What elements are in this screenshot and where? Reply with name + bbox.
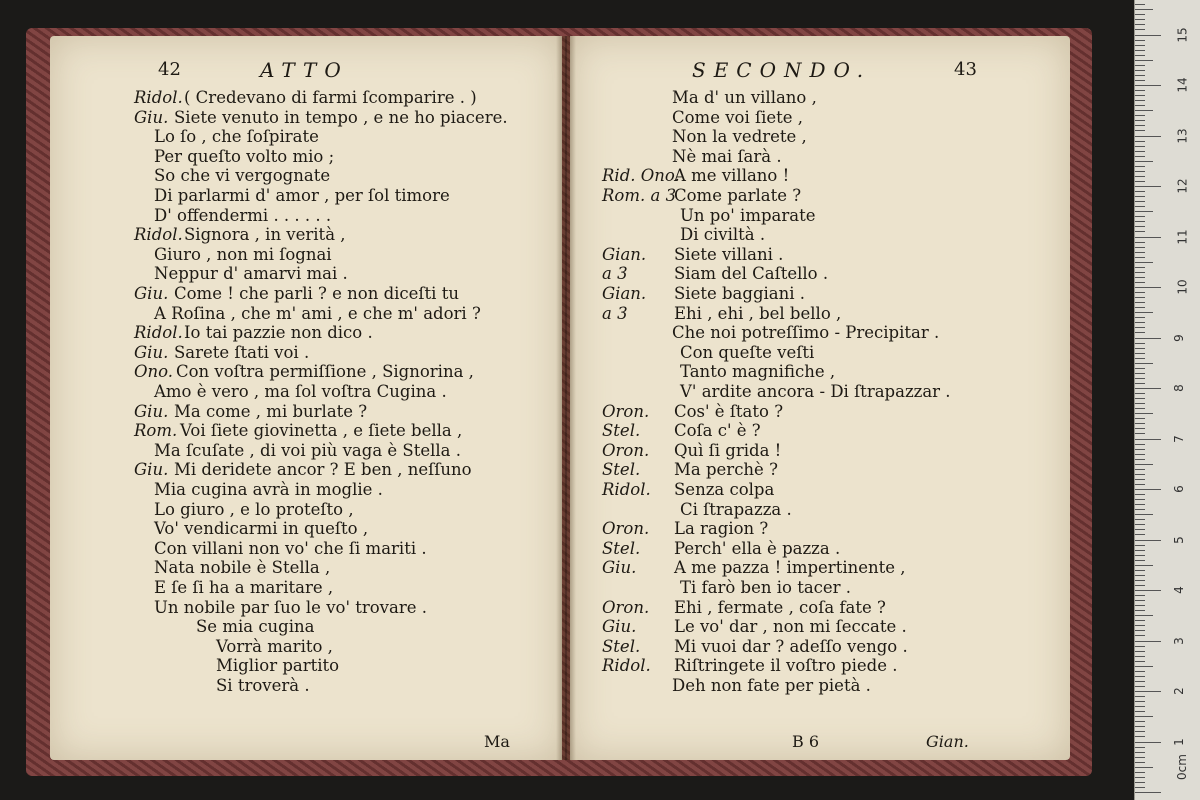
verse-text: Nè mai ſarà . (672, 146, 782, 166)
verse-text: Mi vuoi dar ? adeſſo vengo . (674, 636, 908, 656)
ruler-tick (1135, 570, 1145, 571)
speaker-label: Gian. (602, 284, 647, 303)
ruler-tick (1135, 312, 1153, 313)
verse-text: Io tai pazzie non dico . (184, 323, 373, 343)
ruler-tick (1135, 731, 1145, 732)
measuring-ruler (1134, 0, 1200, 800)
ruler-tick (1135, 181, 1145, 182)
right-page (570, 36, 1070, 760)
ruler-tick (1135, 716, 1153, 717)
verse-text: Con voſtra permiſſione , Signorina , (176, 362, 474, 382)
verse-text: Come voi ſiete , (672, 107, 804, 127)
ruler-tick (1135, 358, 1145, 359)
ruler-tick (1135, 489, 1161, 490)
ruler-tick (1135, 514, 1153, 515)
ruler-tick (1135, 524, 1145, 525)
ruler-tick (1135, 656, 1145, 657)
ruler-tick (1135, 353, 1145, 354)
ruler-number: 6 (1171, 485, 1186, 493)
ruler-tick (1135, 373, 1145, 374)
speaker-label: Stel. (602, 460, 641, 480)
speaker-label: a 3 (602, 303, 628, 323)
verse-text: Voi ſiete giovinetta , e ſiete bella , (180, 421, 463, 441)
speaker-label: Ridol. (134, 88, 183, 107)
ruler-tick (1135, 706, 1145, 707)
ruler-tick (1135, 423, 1145, 424)
verse-text: Sarete ſtati voi . (174, 342, 310, 362)
verse-text: La ragion ? (674, 519, 769, 539)
ruler-tick (1135, 504, 1145, 505)
ruler-tick (1135, 242, 1145, 243)
speaker-label: Giu. (602, 558, 637, 578)
ruler-tick (1135, 272, 1145, 273)
ruler-tick (1135, 742, 1161, 743)
verse-text: Siete baggiani . (674, 284, 806, 303)
ruler-tick (1135, 469, 1145, 470)
ruler-tick (1135, 454, 1145, 455)
ruler-tick (1135, 595, 1145, 596)
ruler-tick (1135, 45, 1145, 46)
speaker-label: Ridol. (602, 656, 651, 676)
verse-text: Con villani non vo' che ſi mariti . (154, 538, 427, 558)
speaker-label: Ridol. (602, 480, 651, 499)
ruler-tick (1135, 641, 1161, 642)
ruler-tick (1135, 282, 1145, 283)
verse-text: Le vo' dar , non mi ſeccate . (674, 617, 907, 637)
verse-text: Siete villani . (674, 244, 784, 264)
verse-text: Ma perchè ? (674, 460, 778, 480)
speaker-label: Giu. (602, 617, 637, 637)
left-page (50, 36, 562, 760)
ruler-tick (1135, 332, 1145, 333)
verse-text: V' ardite ancora - Di ſtrapazzar . (680, 382, 951, 401)
speaker-label: Ridol. (134, 225, 183, 245)
ruler-tick (1135, 252, 1145, 253)
ruler-tick (1135, 247, 1145, 248)
ruler-tick (1135, 378, 1145, 379)
ruler-tick (1135, 368, 1145, 369)
ruler-tick (1135, 237, 1161, 238)
ruler-tick (1135, 211, 1153, 212)
speaker-label: Stel. (602, 421, 641, 441)
ruler-tick (1135, 80, 1145, 81)
ruler-tick (1135, 317, 1145, 318)
ruler-tick (1135, 393, 1145, 394)
ruler-tick (1135, 191, 1145, 192)
ruler-tick (1135, 262, 1153, 263)
ruler-tick (1135, 176, 1145, 177)
ruler-tick (1135, 676, 1145, 677)
ruler-tick (1135, 60, 1153, 61)
ruler-tick (1135, 575, 1145, 576)
ruler-tick (1135, 196, 1145, 197)
ruler-tick (1135, 747, 1145, 748)
ruler-tick (1135, 459, 1145, 460)
left-running-title: ATTO (260, 58, 349, 82)
verse-text: A me villano ! (674, 166, 790, 186)
ruler-tick (1135, 474, 1145, 475)
ruler-tick (1135, 297, 1145, 298)
ruler-number: 14 (1175, 77, 1190, 93)
ruler-tick (1135, 635, 1145, 636)
verse-text: Ma ſcuſate , di voi più vaga è Stella . (154, 440, 461, 460)
ruler-tick (1135, 327, 1145, 328)
ruler-tick (1135, 408, 1145, 409)
verse-text: Vo' vendicarmi in queſto , (154, 519, 369, 539)
ruler-tick (1135, 565, 1153, 566)
ruler-tick (1135, 19, 1145, 20)
ruler-tick (1135, 726, 1145, 727)
right-catchword: Gian. (926, 732, 969, 751)
ruler-tick (1135, 418, 1145, 419)
ruler-tick (1135, 605, 1145, 606)
ruler-tick (1135, 100, 1145, 101)
ruler-tick (1135, 115, 1145, 116)
ruler-tick (1135, 600, 1145, 601)
ruler-tick (1135, 292, 1145, 293)
ruler-number: 12 (1175, 178, 1190, 194)
ruler-tick (1135, 398, 1145, 399)
ruler-tick (1135, 65, 1145, 66)
verse-text: E ſe ſi ha a maritare , (154, 578, 334, 597)
verse-text: So che vi vergognate (154, 166, 331, 186)
verse-text: Ti farò ben io tacer . (680, 578, 852, 597)
ruler-tick (1135, 545, 1145, 546)
ruler-tick (1135, 444, 1145, 445)
ruler-tick (1135, 95, 1145, 96)
ruler-tick (1135, 257, 1145, 258)
ruler-tick (1135, 620, 1145, 621)
speaker-label: a 3 (602, 264, 628, 284)
right-running-title: SECONDO. (692, 58, 872, 82)
book-gutter (556, 36, 576, 760)
ruler-tick (1135, 90, 1145, 91)
ruler-number: 1 (1171, 737, 1186, 746)
ruler-tick (1135, 383, 1145, 384)
verse-text: Un po' imparate (680, 205, 816, 225)
speaker-label: Oron. (602, 597, 650, 617)
ruler-tick (1135, 701, 1145, 702)
ruler-tick (1135, 671, 1145, 672)
speaker-label: Giu. (134, 401, 169, 421)
ruler-tick (1135, 348, 1145, 349)
ruler-tick (1135, 267, 1145, 268)
verse-text: Riſtringete il voſtro piede . (674, 656, 898, 676)
speaker-label: Oron. (602, 401, 650, 421)
ruler-number: 7 (1171, 434, 1186, 443)
verse-text: Cos' è ſtato ? (674, 401, 784, 421)
speaker-label: Ono. (134, 362, 174, 382)
ruler-tick (1135, 156, 1145, 157)
ruler-tick (1135, 590, 1161, 591)
ruler-number: 13 (1175, 127, 1190, 144)
speaker-label: Rom. a 3 (602, 186, 677, 205)
ruler-tick (1135, 75, 1145, 76)
ruler-unit-label: 0cm (1174, 754, 1189, 780)
ruler-tick (1135, 302, 1145, 303)
ruler-tick (1135, 625, 1145, 626)
verse-text: Nata nobile è Stella , (154, 558, 331, 578)
ruler-tick (1135, 499, 1145, 500)
ruler-tick (1135, 560, 1145, 561)
ruler-number: 3 (1171, 636, 1186, 645)
ruler-tick (1135, 35, 1161, 36)
speaker-label: Stel. (602, 636, 641, 656)
ruler-tick (1135, 509, 1145, 510)
ruler-tick (1135, 449, 1145, 450)
ruler-tick (1135, 585, 1145, 586)
ruler-number: 5 (1171, 535, 1186, 544)
ruler-number: 11 (1175, 228, 1190, 245)
ruler-tick (1135, 171, 1145, 172)
verse-text: Di parlarmi d' amor , per ſol timore (154, 186, 450, 205)
speaker-label: Ridol. (134, 323, 183, 343)
ruler-tick (1135, 479, 1145, 480)
ruler-tick (1135, 666, 1153, 667)
speaker-label: Giu. (134, 107, 169, 127)
ruler-tick (1135, 610, 1145, 611)
ruler-tick (1135, 464, 1153, 465)
verse-text: Come ! che parli ? e non diceſti tu (174, 284, 459, 303)
ruler-tick (1135, 428, 1145, 429)
ruler-tick (1135, 630, 1145, 631)
speaker-label: Giu. (134, 460, 169, 480)
verse-text: Ma come , mi burlate ? (174, 401, 368, 421)
left-page-number: 42 (158, 59, 181, 80)
speaker-label: Stel. (602, 538, 641, 558)
ruler-tick (1135, 529, 1145, 530)
verse-text: Siam del Caſtello . (674, 264, 829, 284)
ruler-tick (1135, 782, 1145, 783)
ruler-tick (1135, 226, 1145, 227)
verse-text: Per queſto volto mio ; (154, 146, 335, 166)
ruler-tick (1135, 55, 1145, 56)
verse-text: Che noi potreſſimo - Precipitar . (672, 323, 940, 343)
verse-text: Senza colpa (674, 480, 775, 499)
ruler-tick (1135, 681, 1145, 682)
verse-text: Neppur d' amarvi mai . (154, 264, 348, 284)
verse-text: Quì ſi grida ! (674, 440, 782, 460)
ruler-tick (1135, 338, 1161, 339)
ruler-tick (1135, 792, 1161, 793)
ruler-tick (1135, 4, 1145, 5)
ruler-tick (1135, 50, 1145, 51)
ruler-tick (1135, 646, 1145, 647)
ruler-tick (1135, 14, 1145, 15)
ruler-tick (1135, 534, 1145, 535)
ruler-tick (1135, 580, 1145, 581)
speaker-label: Rom. (134, 421, 178, 441)
ruler-number: 15 (1175, 26, 1190, 43)
verse-text: Di civiltà . (680, 225, 766, 245)
ruler-tick (1135, 151, 1145, 152)
speaker-label: Giu. (134, 342, 169, 362)
ruler-tick (1135, 24, 1145, 25)
ruler-tick (1135, 110, 1153, 111)
ruler-tick (1135, 787, 1145, 788)
ruler-tick (1135, 29, 1145, 30)
ruler-tick (1135, 130, 1145, 131)
verse-text: Mi deridete ancor ? E ben , neſſuno (174, 460, 472, 480)
ruler-number: 4 (1171, 586, 1186, 594)
verse-text: Ci ſtrapazza . (680, 499, 792, 519)
ruler-tick (1135, 125, 1145, 126)
verse-text: Giuro , non mi ſognai (154, 244, 332, 264)
ruler-tick (1135, 691, 1161, 692)
ruler-tick (1135, 105, 1145, 106)
verse-text: ( Credevano di farmi ſcomparire . ) (184, 88, 477, 107)
verse-text: Non la vedrete , (672, 127, 807, 147)
right-page-number: 43 (954, 59, 977, 80)
ruler-tick (1135, 221, 1145, 222)
ruler-tick (1135, 287, 1161, 288)
ruler-tick (1135, 494, 1145, 495)
verse-text: Ehi , ehi , bel bello , (674, 303, 842, 323)
ruler-number: 2 (1171, 687, 1186, 695)
ruler-tick (1135, 711, 1145, 712)
ruler-tick (1135, 686, 1145, 687)
verse-text: Perch' ella è pazza . (674, 538, 841, 558)
ruler-number: 10 (1175, 279, 1190, 295)
ruler-tick (1135, 615, 1153, 616)
ruler-tick (1135, 651, 1145, 652)
speaker-label: Oron. (602, 519, 650, 539)
verse-text: Ehi , fermate , coſa fate ? (674, 597, 886, 617)
ruler-tick (1135, 413, 1153, 414)
verse-text: Siete venuto in tempo , e ne ho piacere. (174, 107, 508, 127)
verse-text: Vorrà marito , (216, 636, 333, 656)
ruler-tick (1135, 322, 1145, 323)
ruler-number: 8 (1171, 384, 1186, 392)
ruler-tick (1135, 721, 1145, 722)
speaker-label: Oron. (602, 440, 650, 460)
ruler-tick (1135, 519, 1145, 520)
ruler-tick (1135, 363, 1153, 364)
ruler-tick (1135, 555, 1145, 556)
left-catchword: Ma (484, 732, 510, 751)
ruler-tick (1135, 70, 1145, 71)
verse-text: Ma d' un villano , (672, 88, 817, 107)
verse-text: Si troverà . (216, 676, 310, 695)
ruler-tick (1135, 206, 1145, 207)
ruler-tick (1135, 767, 1153, 768)
verse-text: Miglior partito (216, 656, 340, 676)
ruler-tick (1135, 388, 1161, 389)
ruler-tick (1135, 757, 1145, 758)
verse-text: Mia cugina avrà in moglie . (154, 480, 383, 499)
ruler-tick (1135, 484, 1145, 485)
ruler-tick (1135, 216, 1145, 217)
ruler-tick (1135, 433, 1145, 434)
verse-text: Lo giuro , e lo proteſto , (154, 499, 354, 519)
ruler-tick (1135, 166, 1145, 167)
ruler-tick (1135, 161, 1153, 162)
ruler-tick (1135, 540, 1161, 541)
verse-text: Signora , in verità , (184, 225, 346, 245)
ruler-tick (1135, 231, 1145, 232)
ruler-tick (1135, 9, 1153, 10)
ruler-tick (1135, 186, 1161, 187)
verse-text: Con queſte veſti (680, 342, 815, 362)
ruler-tick (1135, 752, 1145, 753)
ruler-tick (1135, 772, 1145, 773)
verse-text: Come parlate ? (674, 186, 802, 205)
verse-text: Tanto magnifiche , (680, 362, 836, 382)
speaker-label: Giu. (134, 284, 169, 303)
ruler-tick (1135, 661, 1145, 662)
verse-text: Se mia cugina (196, 617, 315, 637)
ruler-tick (1135, 550, 1145, 551)
verse-text: D' offendermi . . . . . . (154, 205, 332, 225)
speaker-label: Gian. (602, 244, 647, 264)
ruler-tick (1135, 439, 1161, 440)
ruler-tick (1135, 403, 1145, 404)
verse-text: Amo è vero , ma ſol voſtra Cugina . (154, 382, 447, 401)
right-signature-mark: B 6 (792, 732, 820, 751)
ruler-tick (1135, 40, 1145, 41)
ruler-tick (1135, 307, 1145, 308)
verse-text: Deh non fate per pietà . (672, 676, 871, 695)
verse-text: A Roſina , che m' ami , e che m' adori ? (154, 303, 481, 323)
verse-text: Un nobile par ſuo le vo' trovare . (154, 597, 427, 617)
ruler-tick (1135, 141, 1145, 142)
ruler-tick (1135, 277, 1145, 278)
ruler-tick (1135, 85, 1161, 86)
ruler-tick (1135, 762, 1145, 763)
ruler-tick (1135, 696, 1145, 697)
ruler-tick (1135, 736, 1145, 737)
ruler-tick (1135, 146, 1145, 147)
ruler-tick (1135, 136, 1161, 137)
ruler-tick (1135, 777, 1145, 778)
ruler-tick (1135, 201, 1145, 202)
speaker-label: Rid. Ono. (602, 166, 680, 186)
ruler-tick (1135, 343, 1145, 344)
ruler-tick (1135, 120, 1145, 121)
verse-text: Lo ſo , che ſoſpirate (154, 127, 319, 147)
verse-text: A me pazza ! impertinente , (674, 558, 906, 578)
ruler-number: 9 (1171, 333, 1186, 342)
verse-text: Coſa c' è ? (674, 421, 761, 441)
